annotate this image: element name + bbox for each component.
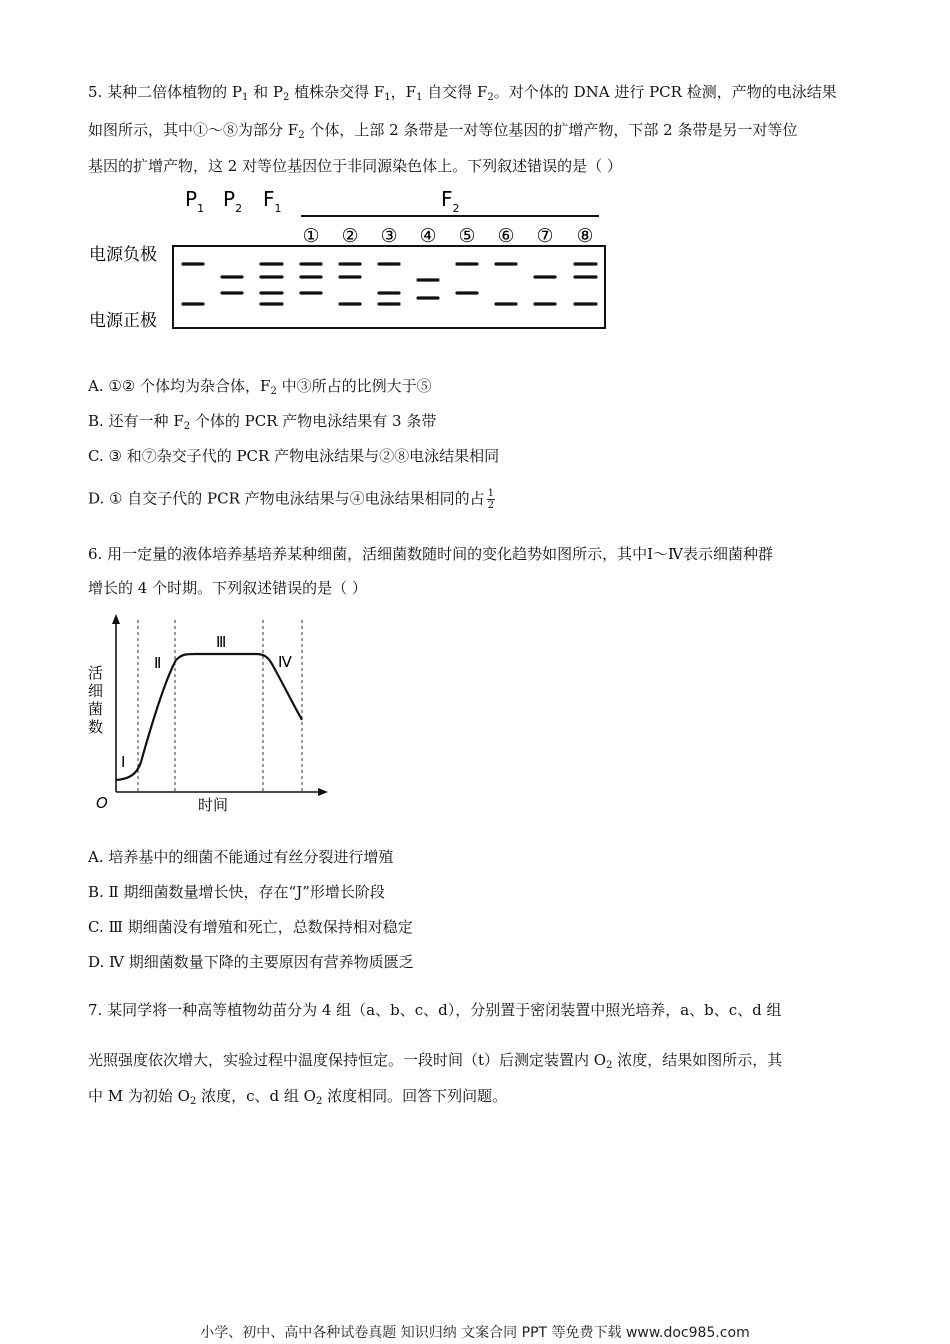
q5-option-d: D. ① 自交子代的 PCR 产物电泳结果与④电泳结果相同的占 $\frac{1}{2}$ [88,488,495,511]
origin-label: O [96,794,108,812]
page-footer: 小学、初中、高中各种试卷真题 知识归纳 文案合同 PPT 等免费下载 www.doc985.com [200,1325,750,1341]
growth-curve-figure [86,612,336,817]
f2-number-1: ① [302,225,320,247]
f2-number-4: ④ [419,225,437,247]
gel-box [173,246,605,328]
gel-figure [85,180,615,340]
col-p1: $P_1$ [185,187,205,215]
q5-option-b: B. 还有一种 $F_2$ 个体的 PCR 产物电泳结果有 3 条带 [88,412,437,432]
y-label-char: 细 [88,682,104,700]
q6-option-a: A. 培养基中的细菌不能通过有丝分裂进行增殖 [88,848,394,866]
q6-stem-line-1: 6. 用一定量的液体培养基培养某种细菌，活细菌数随时间的变化趋势如图所示，其中Ⅰ～Ⅳ表示细菌种群 [88,545,773,563]
f2-number-6: ⑥ [497,225,515,247]
f2-number-3: ③ [380,225,398,247]
y-label-char: 活 [88,664,104,682]
q7-stem-line-1: 7. 某同学将一种高等植物幼苗分为 4 组（a、b、c、d），分别置于密闭装置中照光培养，a、b、c、d 组 [88,1001,782,1019]
growth-curve [116,654,302,780]
col-f2: $F_2$ [441,187,460,215]
q6-stem-line-2: 增长的 4 个时期。下列叙述错误的是（ ） [88,579,367,597]
label-positive: 电源正极 [89,311,157,331]
q6-option-d: D. Ⅳ 期细菌数量下降的主要原因有营养物质匮乏 [88,953,414,971]
phase-label-3: Ⅲ [216,633,227,651]
phase-label-2: Ⅱ [154,654,162,672]
f2-number-row [302,225,593,247]
q5-stem-line-1: 5. 某种二倍体植物的 $P_1$ 和 $P_2$ 植株杂交得 $F_1$，$F_1$ 自交得 $F_2$。对个体的 DNA 进行 PCR 检测，产物的电泳结果 [88,83,837,103]
col-p2: $P_2$ [223,187,243,215]
f2-number-8: ⑧ [576,225,594,247]
phase-label-4: Ⅳ [278,653,292,671]
phase-label-1: Ⅰ [121,753,126,771]
q7-stem-line-2: 光照强度依次增大，实验过程中温度保持恒定。一段时间（t）后测定装置内 $O_2$ 浓度，结果如图所示，其 [88,1051,783,1071]
f2-number-5: ⑤ [458,225,476,247]
x-axis-label: 时间 [198,796,229,814]
y-label-char: 数 [88,718,104,736]
q6-option-c: C. Ⅲ 期细菌没有增殖和死亡，总数保持相对稳定 [88,918,413,936]
q6-option-b: B. Ⅱ 期细菌数量增长快，存在“J”形增长阶段 [88,883,385,901]
y-label-char: 菌 [88,700,104,718]
q5-option-a: A. ①② 个体均为杂合体，$F_2$ 中③所占的比例大于⑤ [88,377,432,397]
f2-number-7: ⑦ [536,225,554,247]
q7-stem-line-3: 中 M 为初始 $O_2$ 浓度，c、d 组 $O_2$ 浓度相同。回答下列问题。 [88,1087,508,1107]
gel-bands [183,264,596,304]
fraction-half: $\frac{1}{2}$ [487,488,495,511]
col-f1: $F_1$ [263,187,282,215]
f2-number-2: ② [341,225,359,247]
label-negative: 电源负极 [89,245,157,265]
x-axis-arrow [318,788,328,796]
q5-stem-line-3: 基因的扩增产物，这 2 对等位基因位于非同源染色体上。下列叙述错误的是（ ） [88,157,622,175]
q5-stem-line-2: 如图所示，其中①～⑧为部分 $F_2$ 个体，上部 2 条带是一对等位基因的扩增产物，下部 2 条带是另一对等位 [88,121,798,141]
y-axis-arrow [112,614,120,624]
q5-option-c: C. ③ 和⑦杂交子代的 PCR 产物电泳结果与②⑧电泳结果相同 [88,447,500,465]
